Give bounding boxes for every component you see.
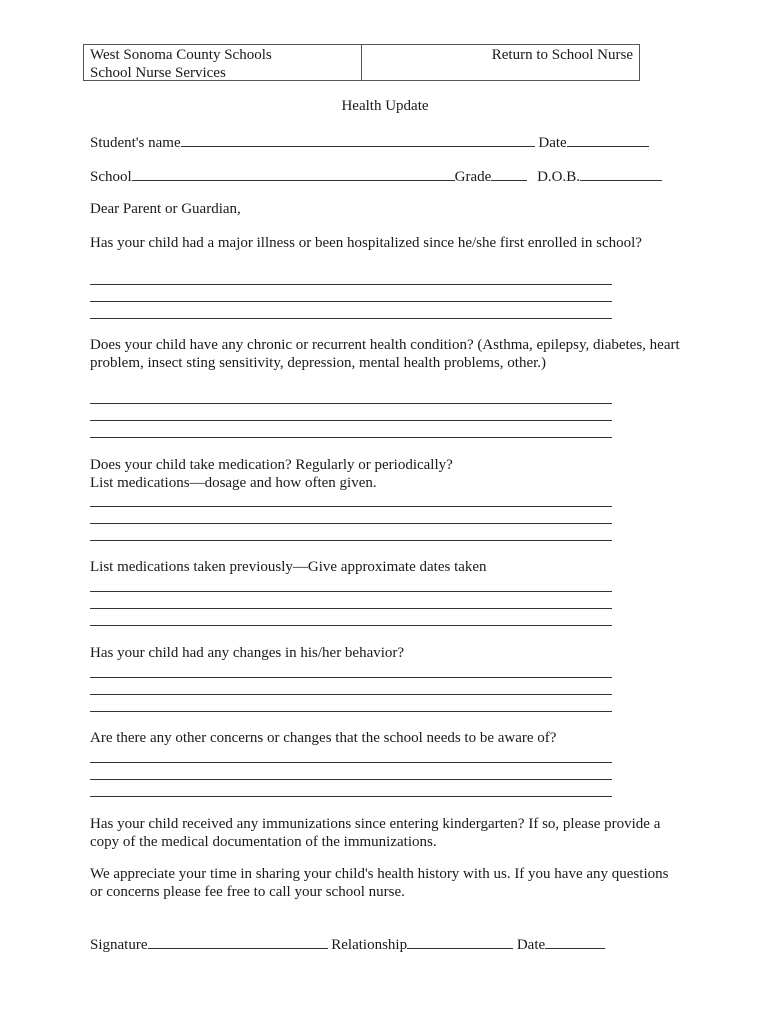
school-field[interactable]	[132, 166, 455, 181]
student-name-label: Student's name	[90, 135, 181, 151]
closing-note: We appreciate your time in sharing your child's health history with us. If you have any questions or concerns please fee free to call your school nurse.	[90, 866, 669, 900]
answer-line[interactable]	[90, 625, 612, 626]
header-box	[83, 44, 640, 81]
answer-line[interactable]	[90, 796, 612, 797]
signature-field[interactable]	[148, 934, 328, 949]
relationship-field[interactable]	[407, 934, 513, 949]
signature-label: Signature	[90, 937, 148, 953]
greeting: Dear Parent or Guardian,	[90, 201, 241, 217]
answer-line[interactable]	[90, 506, 612, 507]
signature-date-field[interactable]	[545, 934, 605, 949]
grade-label: Grade	[454, 169, 492, 185]
answer-line[interactable]	[90, 694, 612, 695]
question-behavior: Has your child had any changes in his/her behavior?	[90, 645, 405, 661]
district-name: West Sonoma County Schools	[90, 47, 272, 63]
answer-line[interactable]	[90, 301, 612, 302]
signature-date-label: Date	[516, 937, 546, 953]
answer-line[interactable]	[90, 591, 612, 592]
question-medication-line2: List medications—dosage and how often given.	[90, 475, 377, 491]
department-name: School Nurse Services	[90, 65, 226, 81]
answer-line[interactable]	[90, 540, 612, 541]
question-previous-medications: List medications taken previously—Give approximate dates taken	[90, 559, 487, 575]
question-medication	[90, 456, 680, 492]
return-to-label: Return to School Nurse	[491, 47, 633, 63]
dob-label: D.O.B.	[537, 169, 580, 185]
answer-line[interactable]	[90, 608, 612, 609]
question-chronic-condition: Does your child have any chronic or recurrent health condition? (Asthma, epilepsy, diabetes, heart problem, insect sting sensitivity, depression, mental health problems, other.)	[90, 337, 680, 371]
student-name-row	[90, 132, 649, 152]
date-field[interactable]	[567, 132, 649, 147]
date-label: Date	[538, 135, 567, 151]
answer-line[interactable]	[90, 677, 612, 678]
dob-field[interactable]	[580, 166, 662, 181]
answer-line[interactable]	[90, 318, 612, 319]
answer-line[interactable]	[90, 437, 612, 438]
answer-line[interactable]	[90, 711, 612, 712]
answer-line[interactable]	[90, 403, 612, 404]
immunization-note: Has your child received any immunizations since entering kindergarten? If so, please provide a copy of the medical documentation of the immunizations.	[90, 816, 661, 850]
signature-row	[90, 934, 605, 954]
answer-line[interactable]	[90, 523, 612, 524]
school-row	[90, 166, 662, 186]
answer-line[interactable]	[90, 762, 612, 763]
answer-line[interactable]	[90, 779, 612, 780]
student-name-field[interactable]	[181, 132, 535, 147]
header-left-cell	[84, 45, 362, 80]
form-title: Health Update	[341, 98, 429, 114]
answer-line[interactable]	[90, 284, 612, 285]
school-label: School	[90, 169, 132, 185]
question-illness: Has your child had a major illness or been hospitalized since he/she first enrolled in school?	[90, 235, 642, 251]
question-other-concerns: Are there any other concerns or changes that the school needs to be aware of?	[90, 730, 557, 746]
question-medication-line1: Does your child take medication? Regularly or periodically?	[90, 457, 453, 473]
relationship-label: Relationship	[331, 937, 408, 953]
grade-field[interactable]	[491, 166, 527, 181]
answer-line[interactable]	[90, 420, 612, 421]
